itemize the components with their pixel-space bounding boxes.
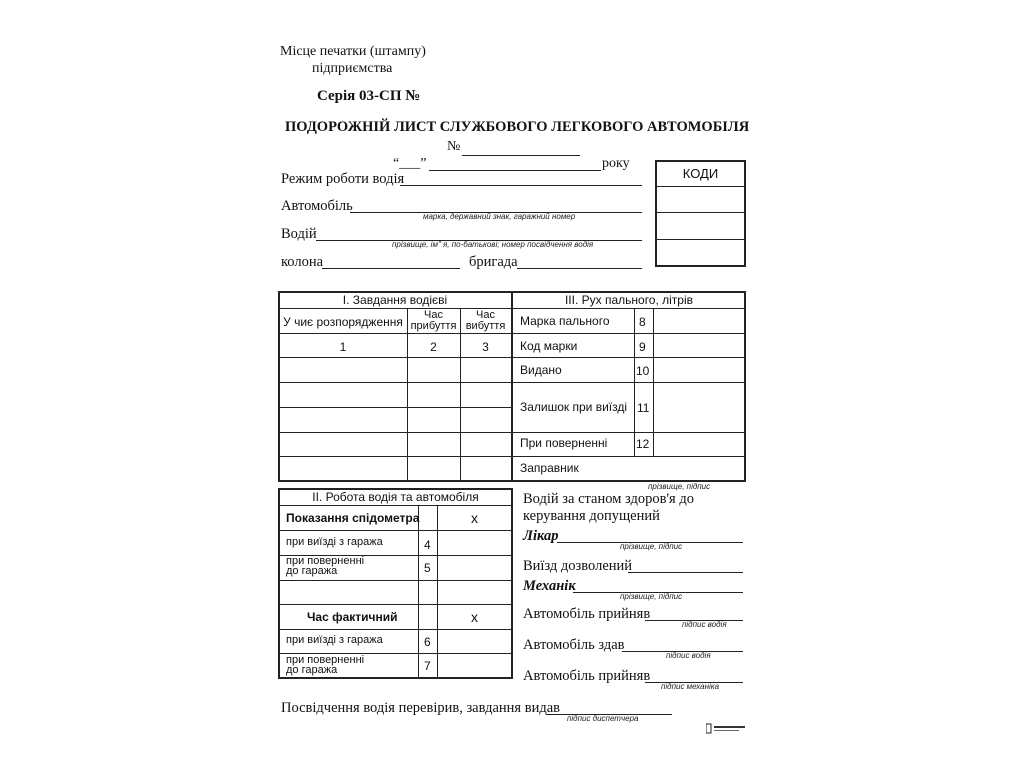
fuel-row-label: Видано xyxy=(520,363,562,377)
work-row-code: 7 xyxy=(424,659,431,673)
codes-divider xyxy=(656,186,745,187)
table-line xyxy=(279,530,512,531)
codes-title: КОДИ xyxy=(682,166,719,181)
fuel-row-code: 12 xyxy=(636,437,650,451)
table-line xyxy=(279,629,512,630)
number-label: № xyxy=(447,139,461,154)
table-line xyxy=(279,604,512,605)
car-accepted2-hint: підпис механіка xyxy=(661,682,720,691)
speedometer-header: Показання спідометра xyxy=(286,511,420,525)
brigade-line xyxy=(517,268,642,269)
car-hint: марка, державний знак, гаражний номер xyxy=(423,212,576,221)
fuel-row-label: Марка пального xyxy=(520,314,610,328)
table-line xyxy=(512,456,745,457)
table-line xyxy=(279,357,511,358)
column-line xyxy=(322,268,460,269)
task-header-arrival-2: прибуття xyxy=(410,320,457,332)
table-line xyxy=(512,382,745,383)
table-line xyxy=(512,333,745,334)
dispatcher-hint: підпис диспетчера xyxy=(567,714,639,723)
table-line xyxy=(279,333,511,334)
health-line1: Водій за станом здоров'я до xyxy=(523,491,694,507)
fuel-row-code: 11 xyxy=(637,401,650,415)
driver-label: Водій xyxy=(281,226,317,242)
car-accepted2-label: Автомобіль прийняв xyxy=(523,668,651,684)
exit-allowed-line xyxy=(628,572,743,573)
stamp-place-line2: підприємства xyxy=(312,61,393,76)
table-center-divider xyxy=(511,292,513,481)
number-line xyxy=(462,155,580,156)
work-row-label: при виїзді з гаража xyxy=(286,536,383,548)
work-table-title: ІІ. Робота водія та автомобіля xyxy=(312,490,479,504)
date-day: “___” xyxy=(393,156,427,171)
fuel-row-label: При поверненні xyxy=(520,436,608,450)
fuel-row-code: 8 xyxy=(639,315,646,329)
actual-time-x-mark: х xyxy=(471,609,478,625)
task-header-departure-1: Час xyxy=(476,309,495,321)
task-col-number-1: 1 xyxy=(339,340,347,354)
work-row-label: до гаража xyxy=(286,565,338,577)
table-line xyxy=(279,407,511,408)
work-mode-line xyxy=(400,185,642,186)
table-line xyxy=(279,580,512,581)
fuel-row-label: Заправник xyxy=(520,461,579,475)
car-label: Автомобіль xyxy=(281,198,353,214)
table-line xyxy=(279,505,512,506)
work-row-code: 6 xyxy=(424,635,431,649)
date-line xyxy=(429,170,601,171)
speedometer-x-mark: х xyxy=(471,510,478,526)
car-accepted-hint: підпис водія xyxy=(682,620,727,629)
car-accepted-label: Автомобіль прийняв xyxy=(523,606,651,622)
exit-allowed-label: Виїзд дозволений xyxy=(523,558,633,574)
table-line xyxy=(279,382,511,383)
mechanic-label: Механік xyxy=(523,578,576,594)
task-col-number-3: 3 xyxy=(482,340,489,354)
fuel-signature-hint: прізвище, підпис xyxy=(648,482,711,491)
fuel-row-code: 10 xyxy=(636,364,650,378)
table-line xyxy=(279,456,511,457)
work-row-label: при поверненні xyxy=(286,654,365,666)
document-title: ПОДОРОЖНІЙ ЛИСТ СЛУЖБОВОГО ЛЕГКОВОГО АВТОМОБІЛЯ xyxy=(285,119,750,135)
car-given-label: Автомобіль здав xyxy=(523,637,625,653)
driver-hint: прізвище, ім" я, по-батькові; номер посвідчення водія xyxy=(392,240,594,249)
work-row-label: до гаража xyxy=(286,664,338,676)
doctor-label: Лікар xyxy=(523,528,559,544)
work-row-code: 4 xyxy=(424,538,431,552)
task-header-arrival-1: Час xyxy=(424,309,443,321)
fuel-row-label: Залишок при виїзді xyxy=(520,400,628,414)
codes-divider xyxy=(656,212,745,213)
task-header-recipient: У чиє розпорядження xyxy=(283,315,403,329)
stamp-place-line1: Місце печатки (штампу) xyxy=(280,44,426,59)
series-label: Серія 03-СП № xyxy=(317,88,421,104)
fuel-row-label: Код марки xyxy=(520,339,578,353)
publisher-logo-icon xyxy=(706,722,746,734)
column-label: колона xyxy=(281,254,324,270)
work-row-label: при виїзді з гаража xyxy=(286,634,383,646)
health-line2: керування допущений xyxy=(523,508,660,524)
table-line xyxy=(512,357,745,358)
work-row-label: при поверненні xyxy=(286,555,365,567)
task-col-number-2: 2 xyxy=(430,340,437,354)
footer-checked-label: Посвідчення водія перевірив, завдання видав xyxy=(281,700,560,716)
table-line xyxy=(279,432,511,433)
brigade-label: бригада xyxy=(469,254,518,270)
actual-time-header: Час фактичний xyxy=(307,610,398,624)
work-row-code: 5 xyxy=(424,561,431,575)
doctor-hint: прізвище, підпис xyxy=(620,542,683,551)
task-table-title: І. Завдання водієві xyxy=(342,293,448,307)
fuel-table-title: ІІІ. Рух пального, літрів xyxy=(564,293,694,307)
mechanic-hint: прізвище, підпис xyxy=(620,592,683,601)
work-mode-label: Режим роботи водія xyxy=(281,171,405,187)
codes-divider xyxy=(656,239,745,240)
task-header-departure-2: вибуття xyxy=(465,320,506,332)
year-label: року xyxy=(602,156,630,171)
table-line xyxy=(512,432,745,433)
fuel-row-code: 9 xyxy=(639,340,646,354)
car-given-hint: підпис водія xyxy=(666,651,711,660)
